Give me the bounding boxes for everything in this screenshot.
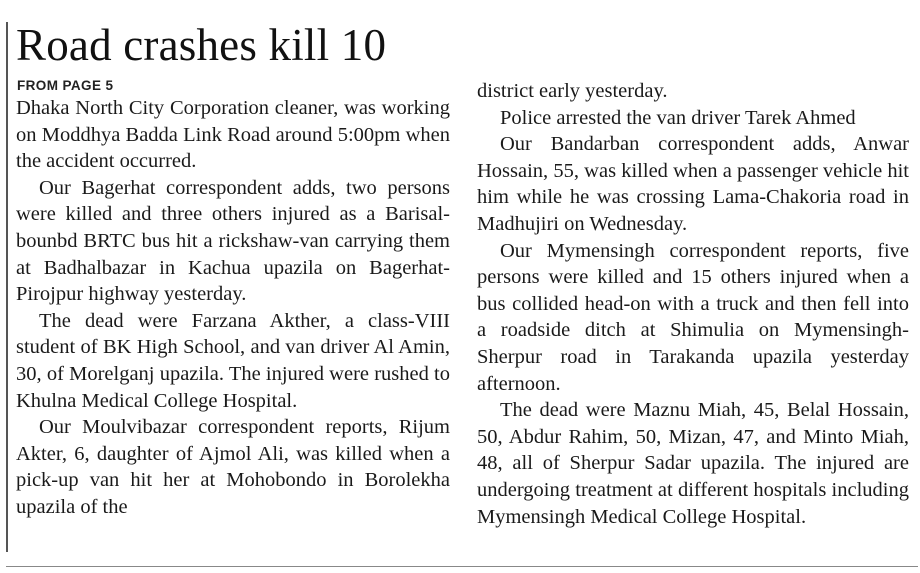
paragraph: Our Bagerhat correspondent adds, two persons were killed and three others injured as a Barisal-bounbd BRTC bus hit a rickshaw-van carrying them at Badhalbazar in Kachua upazila on Bagerhat-Pirojpur highway yesterday.	[16, 176, 450, 306]
article-column-right	[477, 78, 909, 530]
column-rule-left	[6, 22, 8, 552]
headline: Road crashes kill 10	[16, 20, 387, 70]
paragraph: Our Moulvibazar correspondent reports, Rijum Akter, 6, daughter of Ajmol Ali, was killed when a pick-up van hit her at Mohobondo in Borolekha upazila of the	[16, 416, 450, 518]
article-column-left	[16, 78, 450, 521]
paragraph: Our Bandarban correspondent adds, Anwar Hossain, 55, was killed when a passenger vehicle hit him while he was crossing Lama-Chakoria road in Madhujiri on Wednesday.	[477, 133, 909, 235]
paragraph: Our Mymensingh correspondent reports, five persons were killed and 15 others injured when a bus collided head-on with a truck and then fell into a roadside ditch at Shimulia on Mymensingh-Sherpur road in Tarakanda upazila yesterday afternoon.	[477, 239, 909, 395]
bottom-rule	[6, 566, 918, 567]
paragraph: district early yesterday.	[477, 80, 668, 102]
paragraph: Dhaka North City Corporation cleaner, was working on Moddhya Badda Link Road around 5:00pm when the accident occurred.	[16, 97, 450, 173]
paragraph: Police arrested the van driver Tarek Ahmed	[500, 106, 856, 129]
paragraph: The dead were Maznu Miah, 45, Belal Hossain, 50, Abdur Rahim, 50, Mizan, 47, and Minto Miah, 48, all of Sherpur Sadar upazila. The injured are undergoing treatment at different hospitals including Mymensingh Medical College Hospital.	[477, 399, 909, 528]
paragraph: The dead were Farzana Akther, a class-VIII student of BK High School, and van driver Al Amin, 30, of Morelganj upazila. The injured were rushed to Khulna Medical College Hospital.	[16, 309, 450, 412]
jump-label: FROM PAGE 5	[17, 78, 114, 93]
